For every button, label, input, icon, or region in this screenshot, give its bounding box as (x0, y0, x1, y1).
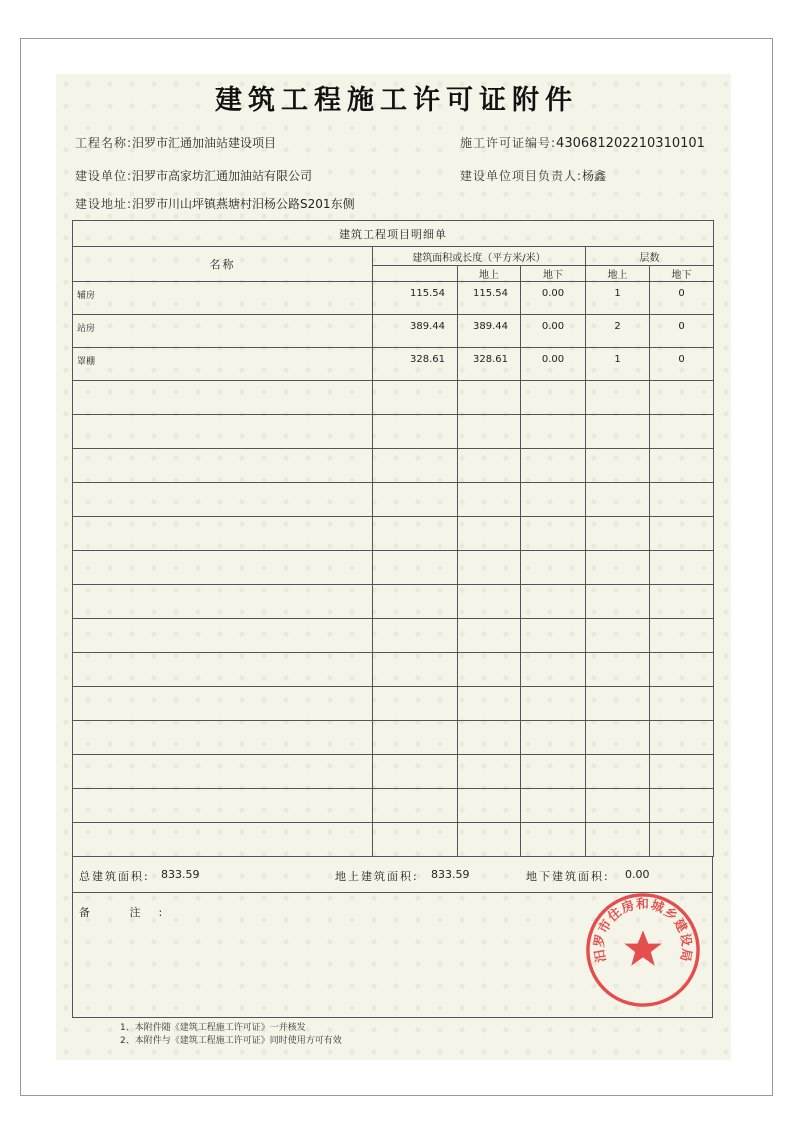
above-ground-area-label: 地上建筑面积: (335, 870, 419, 883)
below-ground-area-label: 地下建筑面积: (526, 870, 610, 883)
leader-value: 杨鑫 (582, 169, 607, 183)
empty-row (73, 653, 714, 687)
empty-row (73, 449, 714, 483)
empty-row (73, 585, 714, 619)
empty-row (73, 551, 714, 585)
empty-row (73, 687, 714, 721)
row-below-area: 0.00 (521, 348, 586, 381)
subheader-floors-above: 地上 (586, 266, 650, 282)
area-summary-row (72, 856, 713, 893)
row-name: 罩棚 (73, 348, 373, 381)
builder-line (75, 167, 312, 184)
leader-label: 建设单位项目负责人: (460, 169, 583, 183)
row-below-area: 0.00 (521, 282, 586, 315)
row-area: 389.44 (373, 315, 458, 348)
row-area: 115.54 (373, 282, 458, 315)
document-title: 建筑工程施工许可证附件 (215, 85, 578, 116)
permit-number-label: 施工许可证编号: (460, 136, 557, 150)
project-name-line (75, 134, 276, 151)
builder-label: 建设单位: (75, 169, 133, 183)
row-above-area: 389.44 (458, 315, 521, 348)
row-area: 328.61 (373, 348, 458, 381)
project-name-label: 工程名称: (75, 136, 133, 150)
star-icon (624, 930, 661, 965)
subheader-floors-below: 地下 (650, 266, 714, 282)
row-floors-above: 1 (586, 348, 650, 381)
total-area-value: 833.59 (161, 868, 200, 881)
address-label: 建设地址: (75, 197, 133, 211)
row-above-area: 328.61 (458, 348, 521, 381)
footnotes (120, 1022, 342, 1048)
official-seal (584, 891, 702, 1009)
row-floors-above: 2 (586, 315, 650, 348)
above-ground-area-value: 833.59 (431, 868, 470, 881)
builder-value: 汨罗市高家坊汇通加油站有限公司 (132, 169, 313, 183)
below-ground-area-value: 0.00 (625, 868, 650, 881)
empty-row (73, 483, 714, 517)
row-floors-above: 1 (586, 282, 650, 315)
footnote-1: 1、本附件随《建筑工程施工许可证》一并核发 (120, 1023, 306, 1033)
row-name: 站房 (73, 315, 373, 348)
empty-row (73, 415, 714, 449)
empty-row (73, 755, 714, 789)
permit-number-line (460, 134, 705, 151)
total-area-label: 总建筑面积: (79, 870, 150, 883)
column-header-name: 名称 (73, 247, 373, 282)
table-title: 建筑工程项目明细单 (73, 221, 714, 247)
permit-number-value: 430681202210310101 (556, 136, 705, 151)
row-floors-below: 0 (650, 348, 714, 381)
row-floors-below: 0 (650, 282, 714, 315)
empty-row (73, 381, 714, 415)
address-line (75, 195, 355, 212)
empty-row (73, 721, 714, 755)
table-row (73, 348, 714, 381)
address-value: 汨罗市川山坪镇燕塘村汨杨公路S201东侧 (132, 197, 355, 211)
leader-line (460, 167, 606, 184)
empty-row (73, 619, 714, 653)
row-above-area: 115.54 (458, 282, 521, 315)
project-detail-table (72, 220, 714, 857)
column-header-area: 建筑面积或长度（平方米/米） (373, 247, 586, 266)
row-below-area: 0.00 (521, 315, 586, 348)
footnote-2: 2、本附件与《建筑工程施工许可证》同时使用方可有效 (120, 1036, 342, 1046)
subheader-area-above: 地上 (458, 266, 521, 282)
row-floors-below: 0 (650, 315, 714, 348)
project-name-value: 汨罗市汇通加油站建设项目 (132, 136, 277, 150)
subheader-area-below: 地下 (521, 266, 586, 282)
table-row (73, 282, 714, 315)
seal-text: 汨罗市住房和城乡建设局 (592, 897, 694, 964)
empty-row (73, 789, 714, 823)
empty-row (73, 517, 714, 551)
empty-row (73, 823, 714, 857)
row-name: 辅房 (73, 282, 373, 315)
remarks-label: 备 注: (79, 906, 181, 919)
subheader-area-total (373, 266, 458, 282)
column-header-floors: 层数 (586, 247, 714, 266)
table-row (73, 315, 714, 348)
